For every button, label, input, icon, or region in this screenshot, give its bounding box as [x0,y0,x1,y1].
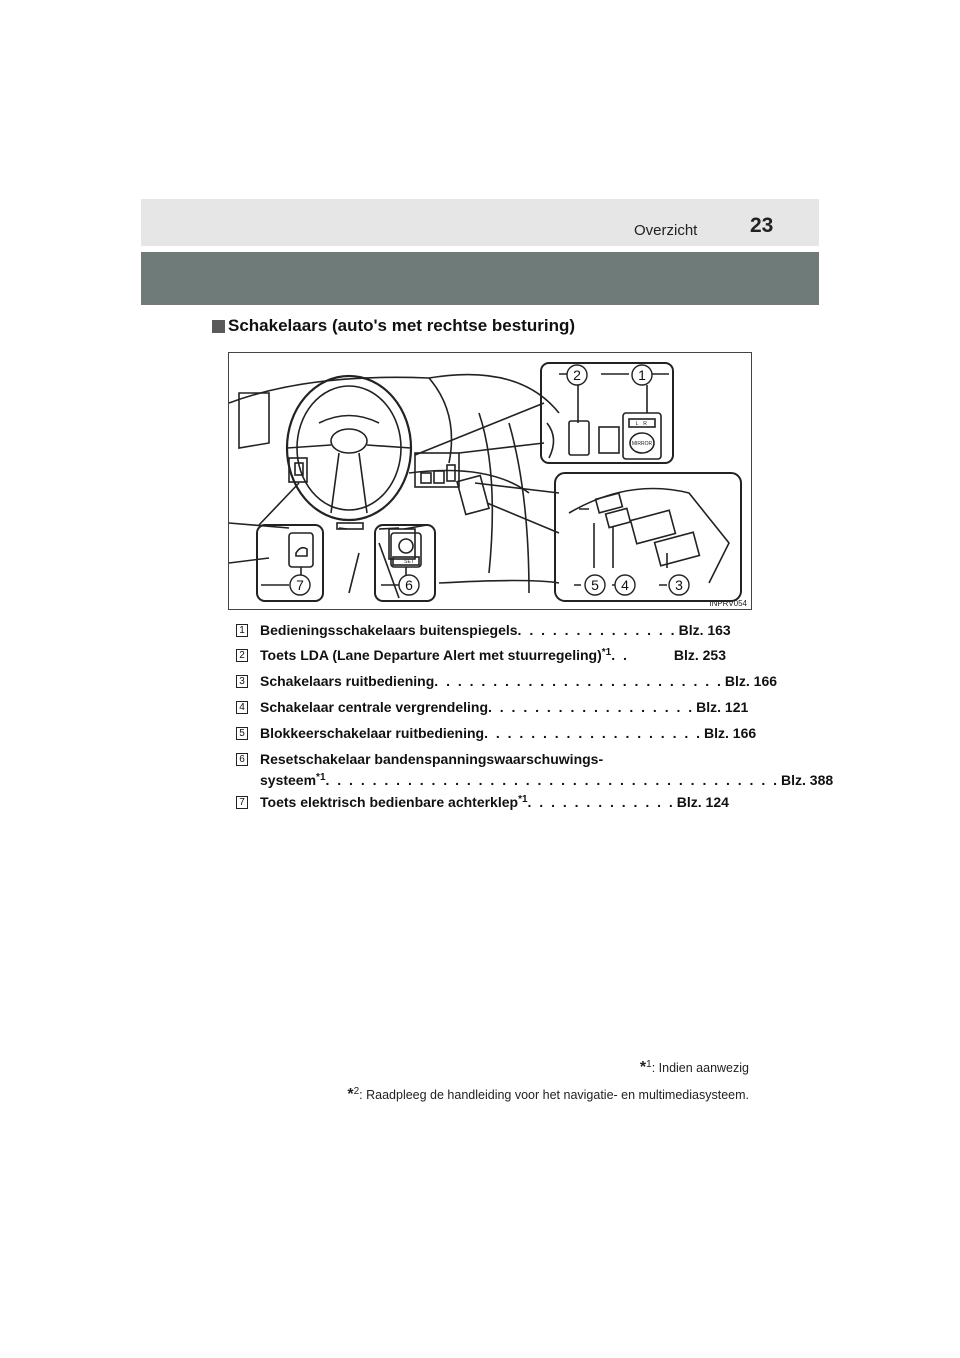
item-label: systeem [260,772,317,788]
switches-illustration [228,352,752,610]
list-item [236,794,729,810]
item-number: 7 [236,796,248,809]
item-number: 2 [236,649,248,662]
header-bar [141,199,819,246]
item-page-ref: Blz. 166 [724,673,778,689]
list-item [236,647,726,663]
item-footnote-mark: *1 [316,772,326,783]
mirror-r-label: R [643,421,647,427]
mirror-label: MIRROR [631,441,653,447]
footnote-index: 2 [353,1086,360,1098]
item-leader: . . . . . . . . . . . . . . . . . . [488,699,695,715]
page-section-title: Overzicht [634,222,698,239]
item-page-ref: Blz. 121 [696,699,749,715]
mirror-l-label: L [635,421,639,427]
heading-square-icon [212,320,225,333]
item-page-ref: Blz. 253 [673,647,726,663]
footnote-star: * [347,1086,354,1104]
item-number: 3 [236,675,248,688]
item-label: Blokkeerschakelaar ruitbediening [260,725,485,741]
item-label: Toets LDA (Lane Departure Alert met stuurregeling) [260,647,602,663]
footnote-text: : Raadpleeg de handleiding voor het navigatie- en multimediasysteem. [359,1088,749,1103]
footnote-text: : Indien aanwezig [651,1061,749,1076]
list-item [236,622,731,638]
section-heading-text: Schakelaars (auto's met rechtse besturing) [228,316,575,335]
list-item [236,699,749,715]
item-leader: . . . . . . . . . . . . . . . . . . . [484,725,703,741]
header-band [141,252,819,305]
list-item [236,725,757,741]
item-leader: . . . . . . . . . . . . . . [517,622,677,638]
footnote-2 [347,1080,749,1107]
item-leader: . . . . . . . . . . . . . . . . . . . . . . . . . . . . . . . . . . . . . . . [325,772,780,788]
callout-2: 2 [573,367,581,383]
callout-6: 6 [405,577,413,593]
footnote-1 [347,1053,749,1080]
callout-4: 4 [621,577,629,593]
callout-5: 5 [591,577,599,593]
figure-code: INPRV054 [709,599,747,608]
item-label: Toets elektrisch bedienbare achterklep [260,794,519,810]
list-item [236,751,834,788]
item-page-ref: Blz. 124 [676,794,729,810]
item-leader: . . . . . . . . . . . . . . . . . . . . . . . . . [434,673,723,689]
item-label: Bedieningsschakelaars buitenspiegels [260,622,518,638]
footnote-star: * [639,1059,647,1077]
item-label: Schakelaars ruitbediening [260,673,435,689]
callout-7: 7 [296,577,304,593]
callout-1: 1 [638,367,646,383]
item-page-ref: Blz. 388 [781,772,834,788]
item-number: 4 [236,701,248,714]
item-footnote-mark: *1 [601,647,612,658]
item-number: 5 [236,727,248,740]
item-label-line1: Resetschakelaar bandenspanningswaarschuwings- [260,751,604,767]
footnotes [347,1053,749,1107]
callout-3: 3 [675,577,683,593]
item-page-ref: Blz. 163 [678,622,731,638]
dashboard-drawing [229,353,753,611]
item-page-ref: Blz. 166 [704,725,757,741]
list-item [236,673,778,689]
item-leader: . . . . . . . . . . . . . [527,794,675,810]
reset-set-label: SET [404,559,414,565]
footnote-index: 1 [646,1059,652,1070]
item-footnote-mark: *1 [518,794,528,805]
item-label: Schakelaar centrale vergrendeling [260,699,488,715]
page-number: 23 [750,214,774,237]
item-number: 1 [236,624,248,637]
section-heading [212,316,575,336]
item-leader: . . [611,647,629,663]
item-number: 6 [236,753,248,766]
